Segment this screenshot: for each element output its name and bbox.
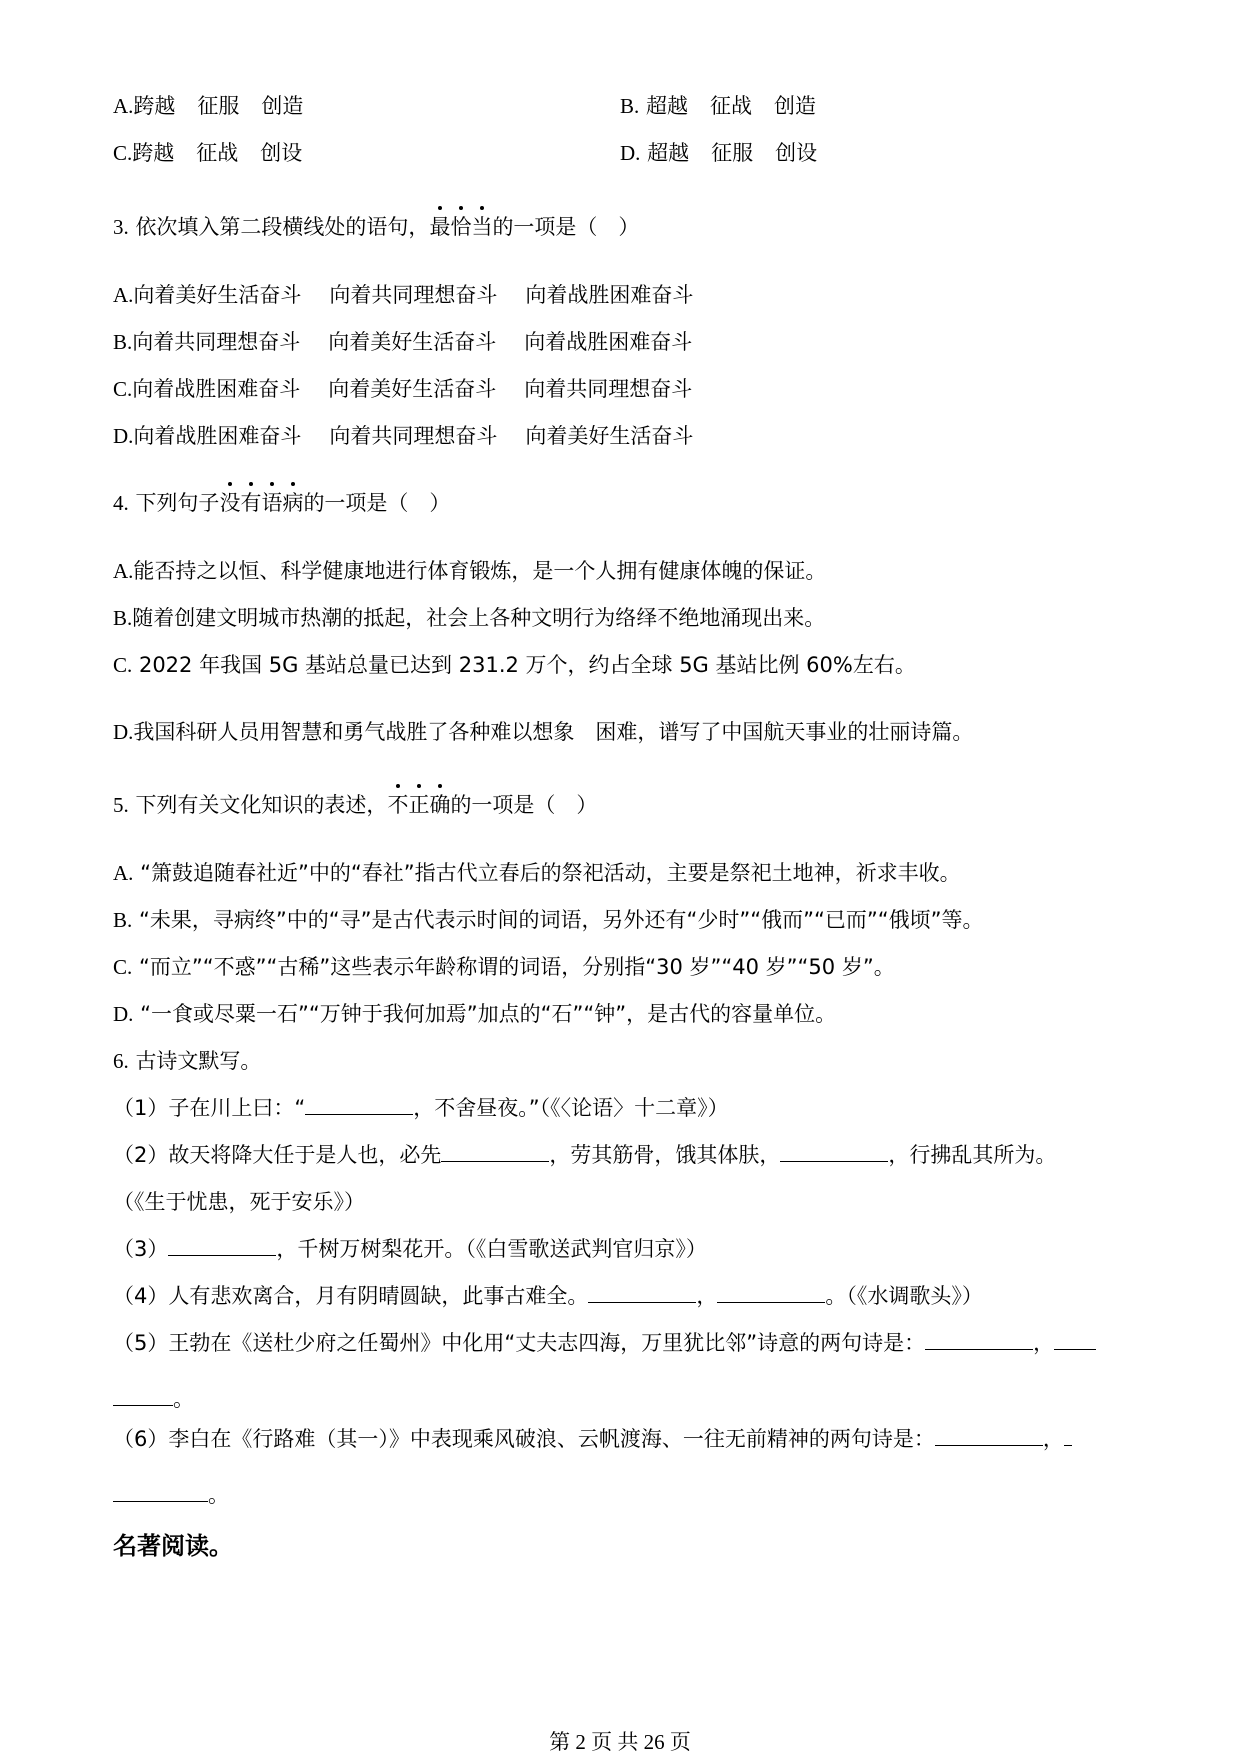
option-label: C. — [113, 955, 133, 979]
emphasis-char: 当 — [471, 212, 492, 242]
item-text: ， — [1033, 1331, 1055, 1355]
item-number: （3） — [113, 1237, 169, 1261]
q5-stem — [113, 790, 597, 820]
option-part: 向着战胜困难奋斗 — [132, 377, 301, 401]
option-word: 征战 — [709, 94, 752, 118]
option-label: D. — [620, 141, 641, 165]
item-text: 王勃在《送杜少府之任蜀州》中化用“丈夫志四海，万里犹比邻”诗意的两句诗是： — [168, 1331, 926, 1355]
emphasis-char: 语 — [261, 488, 282, 518]
question-number: 3. — [113, 215, 129, 239]
q5-option-d — [113, 999, 836, 1029]
item-number: （5） — [113, 1331, 169, 1355]
option-text: “箫鼓追随春社近”中的“春社”指古代立春后的祭祀活动，主要是祭祀土地神，祈求丰收。 — [140, 861, 961, 885]
emphasis-char: 有 — [240, 488, 261, 518]
item-text: ，劳其筋骨，饿其体肤， — [549, 1143, 781, 1167]
option-label: D. — [113, 424, 134, 448]
question-number: 6. — [113, 1049, 129, 1073]
option-part: 向着共同理想奋斗 — [132, 330, 301, 354]
q3-option-b — [113, 327, 692, 357]
q5-option-a — [113, 858, 961, 888]
q6-item-3 — [113, 1234, 707, 1264]
question-text: 的一项是（ ） — [303, 491, 451, 515]
q6-item-1 — [113, 1093, 729, 1123]
q5-option-b — [113, 905, 984, 935]
option-word: 创设 — [260, 141, 303, 165]
item-text: ，千树万树梨花开。（《白雪歌送武判官归京》） — [276, 1237, 707, 1261]
emphasis-char: 不 — [387, 790, 408, 820]
option-part: 向着战胜困难奋斗 — [133, 424, 302, 448]
option-part: 向着战胜困难奋斗 — [524, 330, 693, 354]
option-part: 向着美好生活奋斗 — [133, 283, 302, 307]
q2-option-c — [113, 138, 302, 168]
option-label: B. — [620, 94, 640, 118]
option-part: 向着共同理想奋斗 — [329, 283, 498, 307]
option-text: “而立”“不惑”“古稀”这些表示年龄称谓的词语，分别指“30 岁”“40 岁”“50 岁”。 — [138, 955, 895, 979]
answer-blank[interactable] — [588, 1284, 696, 1303]
emphasis-char: 恰 — [450, 212, 471, 242]
option-part: 向着共同理想奋斗 — [524, 377, 693, 401]
option-text: 2022 年我国 5G 基站总量已达到 231.2 万个，约占全球 5G 基站比例 60%左右。 — [138, 653, 916, 677]
q4-option-c — [113, 650, 916, 680]
emphasis-char: 最 — [429, 212, 450, 242]
emphasis-char: 确 — [429, 790, 450, 820]
option-label: C. — [113, 653, 133, 677]
q4-stem — [113, 488, 450, 518]
q4-option-d — [113, 717, 973, 747]
option-part: 向着共同理想奋斗 — [329, 424, 498, 448]
answer-blank[interactable] — [113, 1483, 208, 1502]
option-label: A. — [113, 94, 134, 118]
option-word: 创造 — [773, 94, 816, 118]
answer-blank[interactable] — [441, 1143, 549, 1162]
option-label: B. — [113, 330, 133, 354]
item-text: 。 — [173, 1387, 194, 1411]
emphasis-char: 正 — [408, 790, 429, 820]
q3-option-c — [113, 374, 692, 404]
q2-option-a — [113, 91, 303, 121]
q6-item-5-cont — [113, 1384, 194, 1414]
option-word: 征服 — [197, 94, 240, 118]
option-text: 我国科研人员用智慧和勇气战胜了各种难以想象 困难，谱写了中国航天事业的壮丽诗篇。 — [133, 720, 974, 744]
option-text: 能否持之以恒、科学健康地进行体育锻炼，是一个人拥有健康体魄的保证。 — [133, 559, 827, 583]
q5-option-c — [113, 952, 895, 982]
q2-option-d — [620, 138, 817, 168]
option-text: “未果，寻病终”中的“寻”是古代表示时间的词语，另外还有“少时”“俄而”“已而”“俄顷”等。 — [138, 908, 984, 932]
option-label: D. — [113, 1002, 134, 1026]
item-text: 。 — [208, 1483, 229, 1507]
question-number: 5. — [113, 793, 129, 817]
emphasis-char: 没 — [219, 488, 240, 518]
q6-stem — [113, 1046, 261, 1076]
option-label: B. — [113, 606, 133, 630]
q2-option-b — [620, 91, 816, 121]
answer-blank[interactable] — [935, 1427, 1043, 1446]
item-text: ，不舍昼夜。”（《〈论语〉十二章》） — [413, 1096, 729, 1120]
option-text: “一食或尽粟一石”“万钟于我何加焉”加点的“石”“钟”，是古代的容量单位。 — [140, 1002, 837, 1026]
emphasis-char: 病 — [282, 488, 303, 518]
q6-item-5 — [113, 1328, 1096, 1358]
option-part: 向着美好生活奋斗 — [328, 330, 497, 354]
q3-option-d — [113, 421, 693, 451]
option-word: 创设 — [775, 141, 818, 165]
item-number: （1） — [113, 1096, 169, 1120]
item-text: ， — [1042, 1427, 1064, 1451]
answer-blank[interactable] — [717, 1284, 825, 1303]
question-text: 古诗文默写。 — [135, 1049, 262, 1073]
option-label: C. — [113, 141, 133, 165]
q3-stem — [113, 212, 639, 242]
answer-blank[interactable] — [780, 1143, 888, 1162]
item-number: （6） — [113, 1427, 169, 1451]
answer-blank[interactable] — [1064, 1427, 1072, 1446]
item-text: ， — [696, 1284, 718, 1308]
item-text: 李白在《行路难（其一）》中表现乘风破浪、云帆渡海、一往无前精神的两句诗是： — [168, 1427, 935, 1451]
q6-item-2-source — [113, 1187, 365, 1217]
option-word: 征服 — [711, 141, 754, 165]
answer-blank[interactable] — [305, 1096, 413, 1115]
item-text: 。（《水调歌头》） — [825, 1284, 983, 1308]
answer-blank[interactable] — [168, 1237, 276, 1256]
option-word: 超越 — [645, 94, 688, 118]
option-label: C. — [113, 377, 133, 401]
option-word: 创造 — [261, 94, 304, 118]
page-number-footer: 第 2 页 共 26 页 — [549, 1730, 691, 1754]
question-text: 的一项是（ ） — [492, 215, 640, 239]
q4-option-b — [113, 603, 825, 633]
option-part: 向着美好生活奋斗 — [525, 424, 694, 448]
q4-option-a — [113, 556, 826, 586]
q3-option-a — [113, 280, 693, 310]
answer-blank[interactable] — [1054, 1331, 1096, 1350]
question-text: 下列有关文化知识的表述， — [135, 793, 388, 817]
item-number: （2） — [113, 1143, 169, 1167]
option-part: 向着战胜困难奋斗 — [525, 283, 694, 307]
q6-item-6 — [113, 1424, 1072, 1454]
option-text: 随着创建文明城市热潮的抵起，社会上各种文明行为络绎不绝地涌现出来。 — [132, 606, 826, 630]
option-label: A. — [113, 283, 134, 307]
option-label: A. — [113, 559, 134, 583]
item-number: （4） — [113, 1284, 169, 1308]
item-text: 人有悲欢离合，月有阴晴圆缺，此事古难全。 — [168, 1284, 589, 1308]
option-word: 征战 — [196, 141, 239, 165]
answer-blank[interactable] — [113, 1387, 173, 1406]
option-label: B. — [113, 908, 133, 932]
question-text: 的一项是（ ） — [450, 793, 598, 817]
question-text: 下列句子 — [135, 491, 220, 515]
item-text: 子在川上曰：“ — [168, 1096, 306, 1120]
option-part: 向着美好生活奋斗 — [328, 377, 497, 401]
item-text: ，行拂乱其所为。 — [888, 1143, 1057, 1167]
option-word: 超越 — [647, 141, 690, 165]
question-text: 依次填入第二段横线处的语句， — [135, 215, 430, 239]
q6-item-4 — [113, 1281, 983, 1311]
option-label: A. — [113, 861, 134, 885]
option-word: 跨越 — [133, 94, 176, 118]
question-number: 4. — [113, 491, 129, 515]
section-heading: 名著阅读。 — [113, 1532, 233, 1560]
q6-item-6-cont — [113, 1480, 229, 1510]
item-source: （《生于忧患，死于安乐》） — [113, 1190, 365, 1214]
q6-item-2 — [113, 1140, 1056, 1170]
option-word: 跨越 — [132, 141, 175, 165]
option-label: D. — [113, 720, 134, 744]
item-text: 故天将降大任于是人也，必先 — [168, 1143, 442, 1167]
answer-blank[interactable] — [925, 1331, 1033, 1350]
